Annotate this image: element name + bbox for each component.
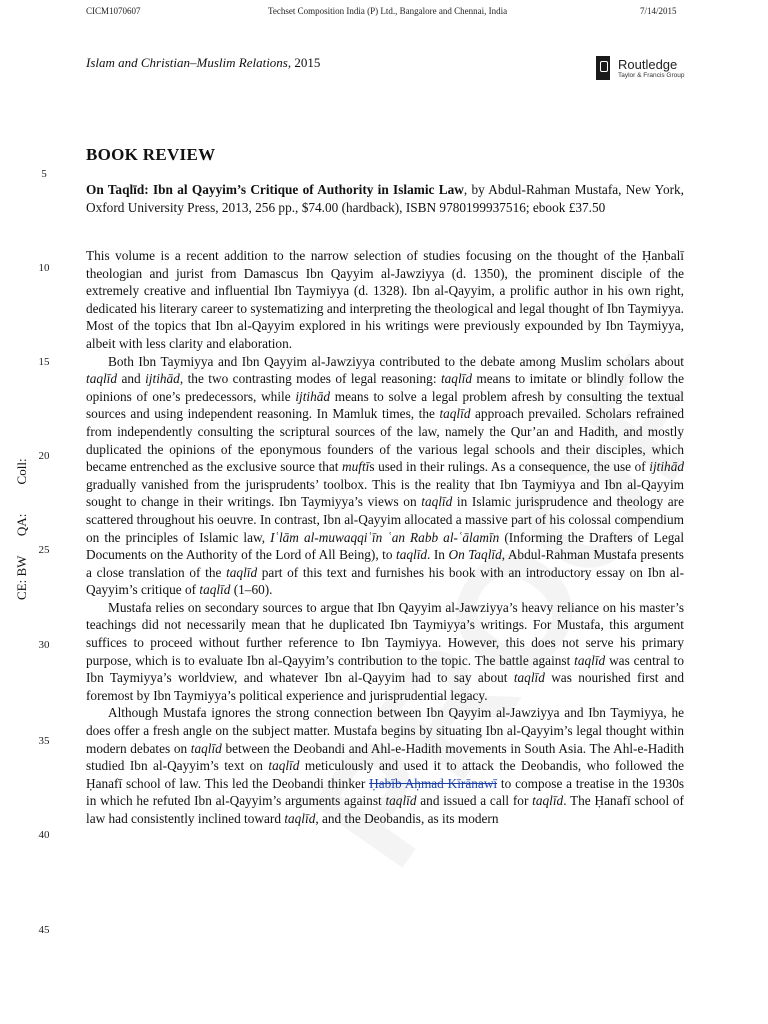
line-number: 20	[38, 450, 50, 462]
publisher-group: Taylor & Francis Group	[618, 72, 685, 79]
line-number: 15	[38, 356, 50, 368]
paragraph-3: Mustafa relies on secondary sources to argue that Ibn Qayyim al-Jawziyya’s heavy reliance on his master’s teachings did not necessarily mean that he duplicated Ibn Taymiyya’s writings. For Mustafa, this argument suffices to proceed without further reference to Ibn Taymiyya. However, this does not serve his primary purpose, which is to evaluate Ibn al-Qayyim’s contribution to the topic. The battle against taqlīd was central to Ibn Taymiyya’s worldview, and whatever Ibn al-Qayyim had to say about taqlīd was nourished first and foremost by Ibn Taymiyya’s political experience and jurisprudential legacy.	[86, 599, 685, 703]
line-number: 10	[38, 262, 50, 274]
qa-label: QA:	[14, 513, 29, 537]
proof-margin-labels	[14, 458, 30, 600]
proof-date: 7/14/2015	[640, 6, 677, 16]
line-number: 40	[38, 829, 50, 841]
line-number: 5	[41, 168, 47, 180]
section-heading: BOOK REVIEW	[86, 145, 216, 164]
coll-label: Coll:	[14, 458, 29, 485]
routledge-logo	[596, 56, 706, 82]
routledge-mark-icon	[596, 56, 610, 80]
book-title: On Taqlīd: Ibn al Qayyim’s Critique of Authority in Islamic Law	[86, 182, 464, 197]
line-number: 45	[38, 924, 50, 936]
journal-name: Islam and Christian–Muslim Relations	[86, 55, 288, 70]
line-number: 25	[38, 544, 50, 556]
line-number: 35	[38, 735, 50, 747]
paragraph-2: Both Ibn Taymiyya and Ibn Qayyim al-Jawziyya contributed to the debate among Muslim scholars about taqlīd and ijtihād, the two contrasting modes of legal reasoning: taqlīd means to imitate or blindly follow the opinions of one’s predecessors, while ijtihād means to solve a legal problem afresh by consulting the textual sources and using independent reasoning. In Mamluk times, the taqlīd approach prevailed. Scholars refrained from independently consulting the scriptural sources of the law, namely the Qur’an and Hadith, and mostly duplicated the opinions of the eponymous founders of the various legal schools and their disciples, which became entrenched as the exclusive source that muftīs used in their rulings. As a consequence, the use of ijtihād gradually vanished from the jurisprudents’ toolbox. This is the reality that Ibn Taymiyya and Ibn al-Qayyim sought to change in their writings. Ibn Taymiyya’s views on taqlīd in Islamic jurisprudence and theology are scattered throughout his oeuvre. In contrast, Ibn al-Qayyim allocated a massive part of his colossal compendium on the principles of Islamic law, Iʿlām al-muwaqqiʿīn ʿan Rabb al-ʿālamīn (Informing the Drafters of Legal Documents on the Authority of the Lord of All Being), to taqlīd. In On Taqlīd, Abdul-Rahman Mustafa presents a close translation of the taqlīd part of this text and furnishes his book with an introductory essay on Ibn al-Qayyim’s critique of taqlīd (1–60).	[86, 353, 685, 598]
paragraph-4: Although Mustafa ignores the strong connection between Ibn Qayyim al-Jawziyya and Ibn Taymiyya, he does offer a fresh angle on the subject matter. Mustafa begins by situating Ibn al-Qayyim’s legal thought within modern debates on taqlīd between the Deobandi and Ahl-e-Hadith movements in South Asia. The Ahl-e-Hadith studied Ibn al-Qayyim’s text on taqlīd meticulously and used it to attack the Deobandis, who followed the Ḥanafī school of law. This led the Deobandi thinker Ḥabīb Aḥmad Kīrānawī to compose a treatise in the 1930s in which he refuted Ibn al-Qayyim’s arguments against taqlīd and issued a call for taqlīd. The Ḥanafī school of law had consistently inclined toward taqlīd, and the Deobandis, as its modern	[86, 705, 685, 826]
typesetter-info: Techset Composition India (P) Ltd., Bangalore and Chennai, India	[268, 6, 508, 16]
book-details: , by Abdul-Rahman Mustafa, New York, Oxford University Press, 2013, 256 pp., $74.00 (hardback), ISBN 9780199937516; ebook £37.50	[86, 182, 684, 215]
paragraph-1: This volume is a recent addition to the narrow selection of studies focusing on the thought of the Ḥanbalī theologian and jurist from Damascus Ibn Qayyim al-Jawziyya (d. 1350), the prominent disciple of the extremely creative and influential Ibn Taymiyya (d. 1328). Ibn al-Qayyim, a prolific author in his own right, dedicated his literary career to systematizing and interpreting the theological and legal thought of Ibn Taymiyya. Most of the topics that Ibn al-Qayyim explored in his writings were previously expounded by Ibn Taymiyya, albeit with less clarity and elaboration.	[86, 248, 684, 351]
journal-year: , 2015	[287, 55, 321, 70]
ce-label: CE: BW	[14, 555, 29, 600]
tracked-change-name[interactable]: Ḥabīb Aḥmad Kīrānawī	[369, 775, 498, 791]
review-reference	[86, 181, 684, 216]
review-body	[86, 247, 684, 828]
publisher-name: Routledge	[618, 57, 678, 72]
journal-title	[86, 55, 320, 71]
line-number: 30	[38, 639, 50, 651]
manuscript-id: CICM1070607	[86, 6, 141, 16]
